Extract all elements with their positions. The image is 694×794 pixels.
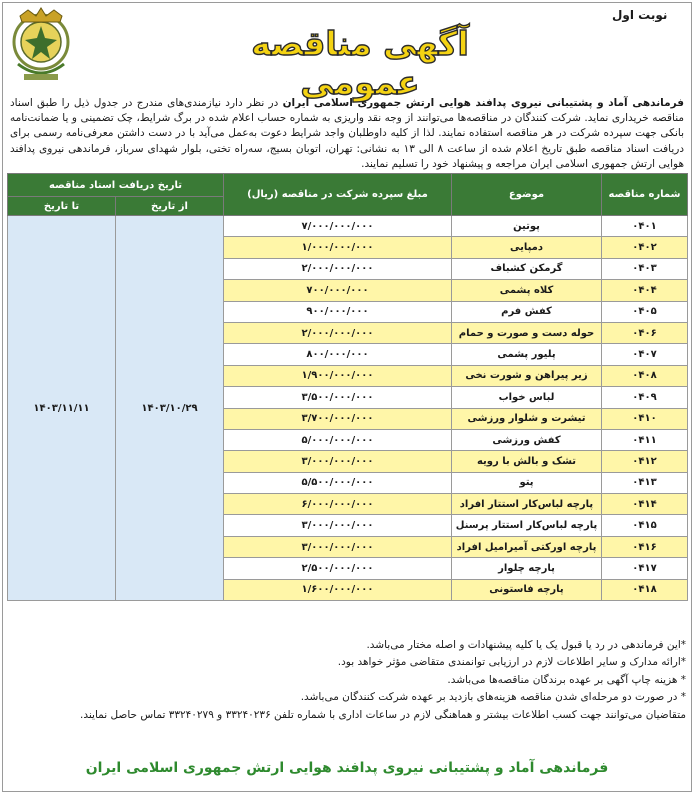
cell-number: ۰۴۱۴ [602,494,688,515]
footer-org: فرماندهی آماد و پشتیبانی نیروی پدافند هوایی ارتش جمهوری اسلامی ایران [85,760,609,776]
cell-number: ۰۴۱۳ [602,472,688,493]
cell-number: ۰۴۱۷ [602,558,688,579]
cell-subject: دمپایی [452,237,602,258]
cell-subject: تیشرت و شلوار ورزشی [452,408,602,429]
cell-deposit: ۵/۰۰۰/۰۰۰/۰۰۰ [224,429,452,450]
note-4: * در صورت دو مرحله‌ای شدن مناقصه هزینه‌های بازدید بر عهده شرکت کنندگان می‌باشد. [300,691,686,704]
header-dates-group: تاریخ دریافت اسناد مناقصه [8,174,224,197]
cell-deposit: ۳/۰۰۰/۰۰۰/۰۰۰ [224,536,452,557]
tender-table [7,173,688,601]
note-3: * هزینه چاپ آگهی بر عهده برندگان مناقصه‌ها می‌باشد. [447,673,686,686]
cell-deposit: ۷۰۰/۰۰۰/۰۰۰ [224,280,452,301]
intro-paragraph [10,96,684,172]
cell-deposit: ۹۰۰/۰۰۰/۰۰۰ [224,301,452,322]
notes [10,637,686,724]
cell-number: ۰۴۱۱ [602,429,688,450]
intro-org: فرماندهی آماد و پشتیبانی نیروی پدافند هوایی ارتش جمهوری اسلامی ایران [282,97,684,109]
cell-subject: پلیور پشمی [452,344,602,365]
headline: آگهی مناقصه عمومی [251,24,469,102]
cell-subject: پارچه فاستونی [452,579,602,600]
cell-deposit: ۷/۰۰۰/۰۰۰/۰۰۰ [224,216,452,237]
cell-deposit: ۲/۵۰۰/۰۰۰/۰۰۰ [224,558,452,579]
army-emblem-icon [10,6,72,84]
cell-number: ۰۴۱۶ [602,536,688,557]
cell-from-date: ۱۴۰۳/۱۰/۲۹ [116,216,224,601]
cell-subject: کفش ورزشی [452,429,602,450]
cell-subject: پوتین [452,216,602,237]
note-2: *ارائه مدارک و سایر اطلاعات لازم در ارزیابی توانمندی متقاضی مؤثر خواهد بود. [337,656,686,669]
cell-subject: پارچه لباس‌کار استتار پرسنل [452,515,602,536]
cell-deposit: ۱/۶۰۰/۰۰۰/۰۰۰ [224,579,452,600]
cell-subject: پارچه لباس‌کار استتار افراد [452,494,602,515]
table-row [8,216,688,237]
cell-subject: تشک و بالش با رویه [452,451,602,472]
header-from-date: از تاریخ [116,197,224,216]
round-label: نوبت اول [612,8,668,22]
cell-deposit: ۶/۰۰۰/۰۰۰/۰۰۰ [224,494,452,515]
intro-text: در نظر دارد نیازمندی‌های مندرج در جدول ذیل را طبق اسناد مناقصه خریداری نماید. شرکت کنندگان در مناقصه‌ها می‌توانند از وجه نقد واریزی به شماره حساب اعلام شده در برگ شرایط، چک تضمینی و یا ضمانت‌نامه بانکی جهت سپرده شرکت در هر مناقصه استفاده نمایند. لذا از کلیه داوطلبان واجد شرایط دعوت به‌عمل می‌آید با در دست داشتن معرفی‌نامه رسمی برای دریافت اسناد مناقصه طبق تاریخ اعلام شده از ساعت ۸ الی ۱۳ به نشانی: تهران، اتوبان بسیج، سه‌راه تختی، بلوار شهدای سرباز، فرماندهی نیروی پدافند هوایی ارتش جمهوری اسلامی ایران مراجعه و پیشنهاد خود را تسلیم نمایند. [10,97,684,170]
header-number: شماره مناقصه [602,174,688,216]
cell-deposit: ۳/۰۰۰/۰۰۰/۰۰۰ [224,515,452,536]
cell-subject: پتو [452,472,602,493]
cell-deposit: ۳/۵۰۰/۰۰۰/۰۰۰ [224,387,452,408]
cell-number: ۰۴۰۷ [602,344,688,365]
cell-subject: کفش فرم [452,301,602,322]
cell-number: ۰۴۰۲ [602,237,688,258]
cell-number: ۰۴۰۸ [602,365,688,386]
cell-deposit: ۵/۵۰۰/۰۰۰/۰۰۰ [224,472,452,493]
cell-deposit: ۳/۷۰۰/۰۰۰/۰۰۰ [224,408,452,429]
cell-number: ۰۴۰۹ [602,387,688,408]
cell-number: ۰۴۰۶ [602,322,688,343]
cell-number: ۰۴۱۸ [602,579,688,600]
note-1: *این فرماندهی در رد یا قبول یک یا کلیه پیشنهادات و اصله مختار می‌باشد. [366,639,686,651]
header-to-date: تا تاریخ [8,197,116,216]
cell-subject: پارچه اورکتی آمیرامیل افراد [452,536,602,557]
cell-to-date: ۱۴۰۳/۱۱/۱۱ [8,216,116,601]
cell-number: ۰۴۰۱ [602,216,688,237]
cell-deposit: ۱/۹۰۰/۰۰۰/۰۰۰ [224,365,452,386]
cell-subject: لباس خواب [452,387,602,408]
cell-deposit: ۲/۰۰۰/۰۰۰/۰۰۰ [224,322,452,343]
cell-number: ۰۴۰۳ [602,258,688,279]
cell-subject: زیر پیراهن و شورت نخی [452,365,602,386]
cell-number: ۰۴۱۲ [602,451,688,472]
cell-subject: پارچه چلوار [452,558,602,579]
note-contact: متقاضیان می‌توانند جهت کسب اطلاعات بیشتر و هماهنگی لازم در ساعات اداری با شماره تلفن ۳۳۲۴۰۲۳۶ و ۳۳۲۴۰۲۷۹ تماس حاصل نمایند. [80,708,686,721]
cell-number: ۰۴۱۵ [602,515,688,536]
cell-subject: گرمکن کشباف [452,258,602,279]
cell-deposit: ۳/۰۰۰/۰۰۰/۰۰۰ [224,451,452,472]
cell-deposit: ۱/۰۰۰/۰۰۰/۰۰۰ [224,237,452,258]
cell-deposit: ۸۰۰/۰۰۰/۰۰۰ [224,344,452,365]
header-deposit: مبلغ سپرده شرکت در مناقصه (ریال) [224,174,452,216]
cell-number: ۰۴۱۰ [602,408,688,429]
cell-number: ۰۴۰۵ [602,301,688,322]
cell-subject: حوله دست و صورت و حمام [452,322,602,343]
cell-number: ۰۴۰۴ [602,280,688,301]
header-subject: موضوع [452,174,602,216]
cell-subject: کلاه پشمی [452,280,602,301]
cell-deposit: ۲/۰۰۰/۰۰۰/۰۰۰ [224,258,452,279]
